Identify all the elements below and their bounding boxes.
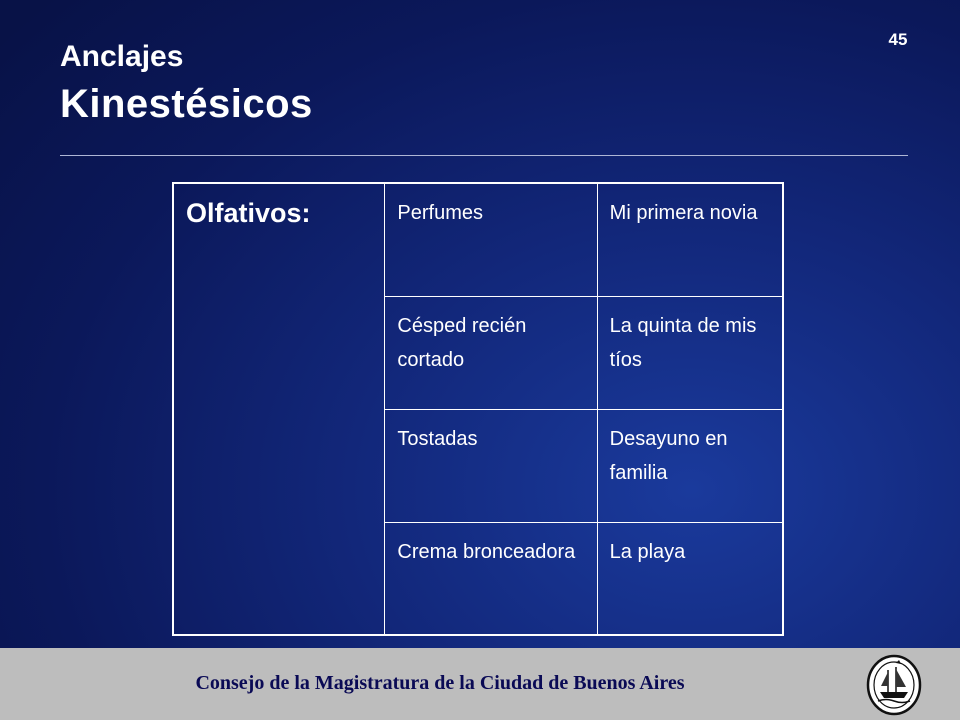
title-line-1: Anclajes: [60, 40, 184, 73]
memory-cell: La quinta de mis tíos: [597, 296, 783, 409]
page-number: 45: [888, 30, 908, 49]
table-row: [173, 183, 783, 296]
anchors-table: [172, 182, 784, 636]
memory-cell: Desayuno en familia: [597, 409, 783, 522]
item-cell: Perfumes: [385, 183, 597, 296]
city-seal-icon: [866, 654, 922, 716]
item-cell: Tostadas: [385, 409, 597, 522]
category-cell: Olfativos:: [186, 198, 311, 228]
title-line-2: Kinestésicos: [60, 82, 313, 126]
title-divider: [60, 155, 908, 156]
memory-cell: Mi primera novia: [597, 183, 783, 296]
item-cell: Césped recién cortado: [385, 296, 597, 409]
footer-bar: [0, 648, 960, 720]
footer-organization: Consejo de la Magistratura de la Ciudad de Buenos Aires: [195, 672, 685, 694]
item-cell: Crema bronceadora: [385, 522, 597, 635]
memory-cell: La playa: [597, 522, 783, 635]
